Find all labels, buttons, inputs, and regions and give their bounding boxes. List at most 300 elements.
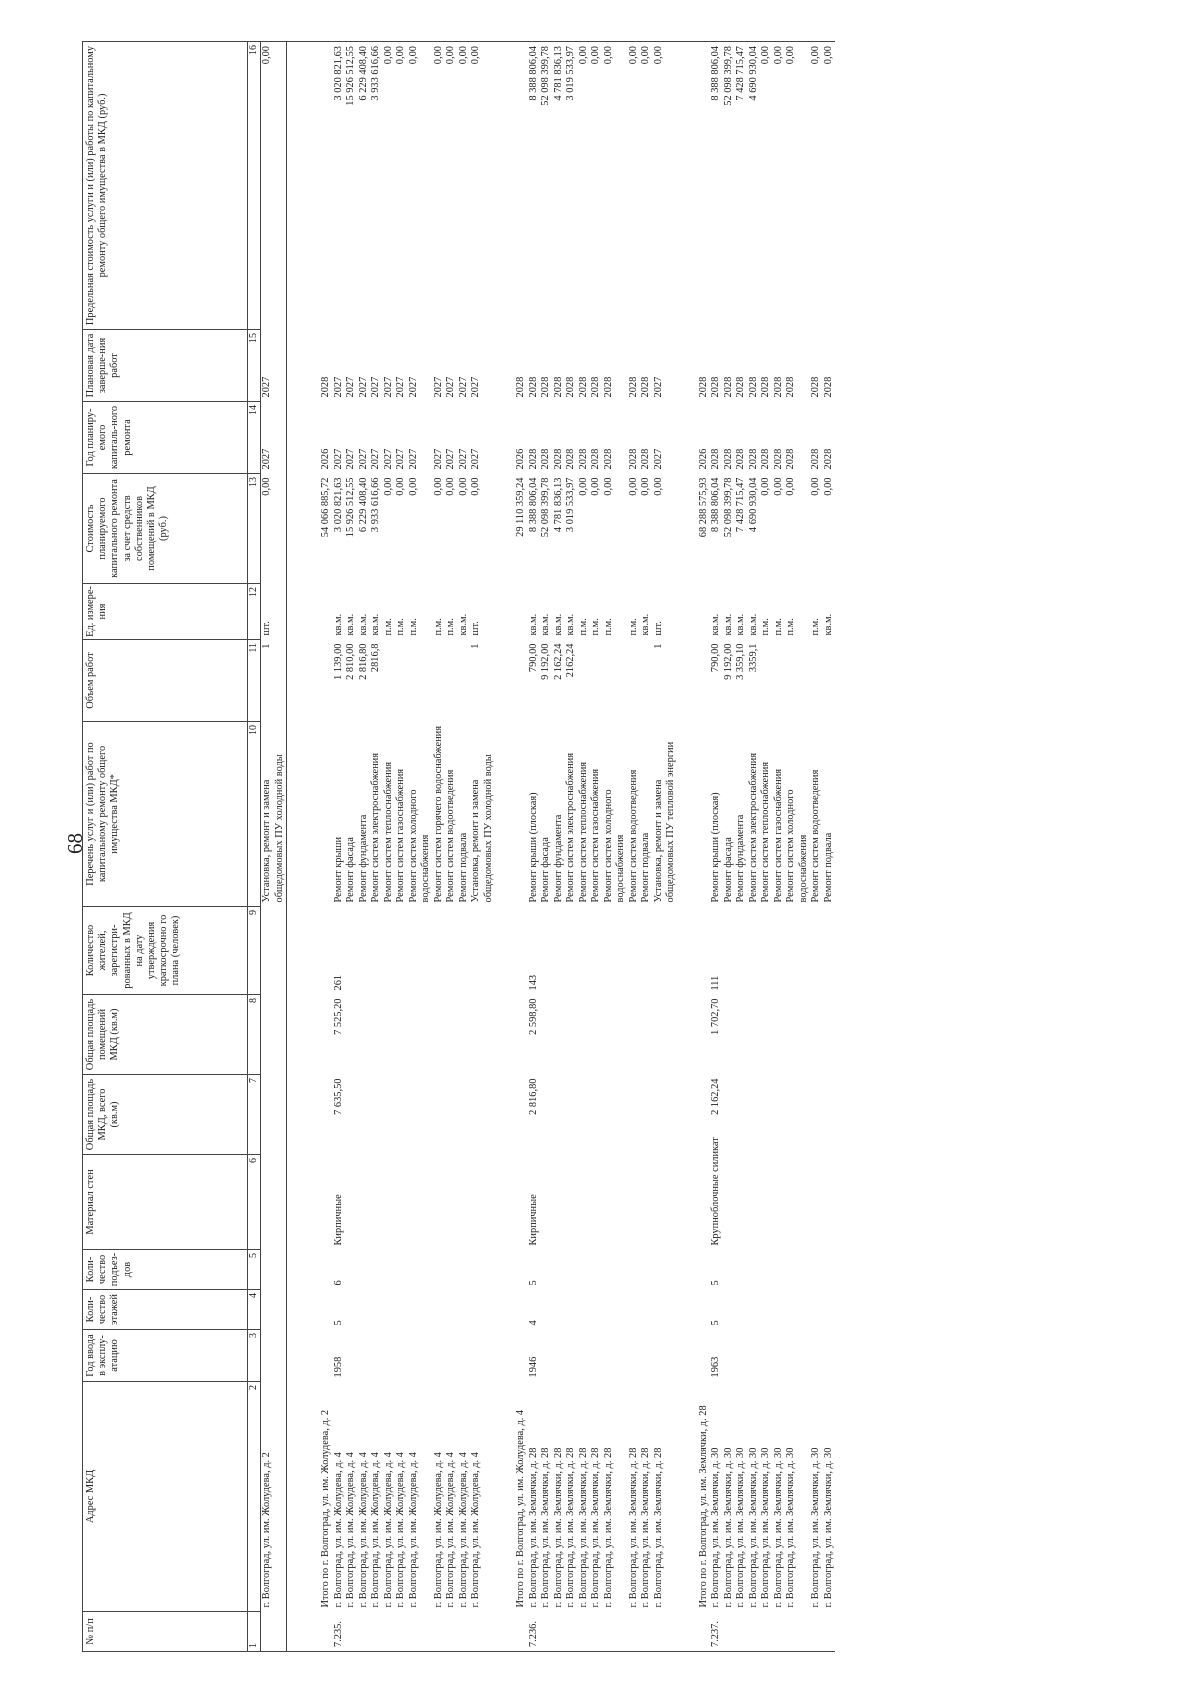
- max-cost-cell: 4 690 930,04: [748, 42, 761, 330]
- header-cell: Количество жителей, зарегистри-рованных в МКД на дату утверждения краткосрочно го плана (человек): [83, 907, 248, 995]
- cost-cell: 0,00: [822, 477, 834, 496]
- total-area-cell: [823, 1075, 836, 1155]
- repair-year-cell: 2028: [565, 448, 576, 470]
- volume-cell: [678, 640, 711, 722]
- work-type-cell: Ремонт систем электроснабжения: [370, 753, 381, 903]
- unit-cell: кв.м.: [457, 613, 469, 636]
- table-row: [723, 42, 736, 1652]
- table-row: [470, 42, 495, 1652]
- repair-year-cell: 2027: [445, 448, 456, 470]
- entrances-cell: [458, 1250, 471, 1290]
- wall-material-cell: [628, 1155, 641, 1250]
- row-number: [540, 1612, 553, 1652]
- table-row: [433, 42, 446, 1652]
- volume-cell: 9 192,00: [722, 643, 734, 680]
- total-area-cell: [653, 1075, 678, 1155]
- row-number: [370, 1612, 383, 1652]
- table-row: [578, 42, 591, 1652]
- completion-year-cell: 2027: [332, 376, 344, 398]
- cost-cell: 29 110 359,24: [515, 477, 526, 537]
- completion-year-cell: 2028: [640, 376, 651, 398]
- row-number: [773, 1612, 786, 1652]
- entrances-cell: [358, 1250, 371, 1290]
- work-type-cell: Ремонт систем электроснабжения: [747, 753, 759, 903]
- repair-year-cell: 2028: [527, 448, 539, 470]
- floors-cell: [540, 1290, 553, 1330]
- total-area-cell: [628, 1075, 641, 1155]
- work-type-cell: Ремонт систем водоотведения: [627, 769, 639, 903]
- completion-year-cell: 2027: [345, 376, 356, 398]
- repair-year-cell: 2028: [577, 448, 589, 470]
- wall-material-cell: [810, 1155, 823, 1250]
- total-area-cell: [383, 1075, 396, 1155]
- repair-year-cell: 2026: [515, 448, 526, 470]
- unit-cell: [495, 584, 528, 640]
- cost-cell: 4 690 930,04: [747, 477, 759, 533]
- row-number: [785, 1612, 810, 1652]
- volume-cell: [287, 640, 301, 722]
- total-area-cell: [578, 1075, 591, 1155]
- column-number: 6: [248, 1155, 261, 1250]
- premises-area-cell: [640, 995, 653, 1075]
- floors-cell: 5: [332, 1320, 344, 1326]
- residents-cell: [408, 907, 433, 995]
- table-row: [408, 42, 433, 1652]
- row-number: [748, 1612, 761, 1652]
- table-row: [345, 42, 358, 1652]
- max-cost-cell: 3 020 821,63: [333, 42, 346, 330]
- premises-area-cell: [823, 995, 836, 1075]
- cost-cell: 0,00: [382, 477, 394, 496]
- table-row: [540, 42, 553, 1652]
- floors-cell: [458, 1290, 471, 1330]
- row-number: 7.237.: [710, 1612, 723, 1652]
- entrances-cell: 5: [527, 1280, 539, 1286]
- entrances-cell: [823, 1250, 836, 1290]
- unit-cell: кв.м.: [345, 613, 356, 636]
- residents-cell: [773, 907, 786, 995]
- volume-cell: [640, 640, 653, 722]
- total-area-cell: [785, 1075, 810, 1155]
- wall-material-cell: [287, 1155, 301, 1250]
- repair-year-cell: [287, 402, 301, 474]
- work-type-cell: Ремонт систем теплоснабжения: [760, 761, 771, 903]
- floors-cell: [773, 1290, 786, 1330]
- premises-area-cell: [723, 995, 736, 1075]
- repair-year-cell: 2027: [345, 448, 356, 470]
- repair-year-cell: 2028: [602, 448, 614, 470]
- year-cell: [823, 1330, 836, 1382]
- volume-cell: [578, 640, 591, 722]
- work-type-cell: Установка, ремонт и замена общедомовых ПУ холодной воды: [261, 722, 287, 907]
- address-cell: г. Волгоград, ул. им. Землячки, д. 28: [540, 1447, 551, 1608]
- entrances-cell: [578, 1250, 591, 1290]
- wall-material-cell: [748, 1155, 761, 1250]
- residents-cell: [358, 907, 371, 995]
- wall-material-cell: [433, 1155, 446, 1250]
- repair-year-cell: 2027: [395, 448, 406, 470]
- header-cell: Материал стен: [83, 1155, 248, 1250]
- cost-cell: 3 019 533,97: [565, 477, 576, 533]
- header-cell: Общая площадь МКД, всего (кв.м): [83, 1075, 248, 1155]
- unit-cell: кв.м.: [710, 613, 721, 636]
- cost-cell: 0,00: [627, 477, 639, 496]
- entrances-cell: [565, 1250, 578, 1290]
- column-number: 12: [248, 584, 261, 640]
- max-cost-cell: 0,00: [433, 42, 446, 330]
- work-type-cell: [287, 722, 301, 907]
- premises-area-cell: [433, 995, 446, 1075]
- total-area-cell: [590, 1075, 603, 1155]
- max-cost-cell: 0,00: [628, 42, 641, 330]
- residents-cell: [565, 907, 578, 995]
- cost-cell: 0,00: [602, 477, 614, 496]
- wall-material-cell: [590, 1155, 603, 1250]
- year-cell: [603, 1330, 628, 1382]
- year-cell: 1963: [710, 1356, 721, 1378]
- residents-cell: [470, 907, 495, 995]
- table-row: [553, 42, 566, 1652]
- floors-cell: [470, 1290, 495, 1330]
- cost-cell: 7 428 715,47: [735, 477, 746, 533]
- row-number: [760, 1612, 773, 1652]
- volume-cell: 2 810,00: [345, 643, 356, 680]
- cost-cell: [287, 474, 301, 584]
- floors-cell: [590, 1290, 603, 1330]
- table-row: [810, 42, 823, 1652]
- unit-cell: кв.м.: [822, 613, 834, 636]
- address-cell: г. Волгоград, ул. им. Землячки, д. 30: [747, 1447, 759, 1608]
- header-cell: Предельная стоимость услуги и (или) работы по капитальному ремонту общего имущества в МКД (руб.): [83, 42, 248, 330]
- volume-cell: [458, 640, 471, 722]
- table-row: [528, 42, 541, 1652]
- max-cost-cell: 0,00: [395, 42, 408, 330]
- table-row: [287, 42, 301, 1652]
- table-row: [300, 42, 333, 1652]
- unit-cell: кв.м.: [552, 613, 564, 636]
- year-cell: [810, 1330, 823, 1382]
- work-type-cell: Ремонт систем газоснабжения: [772, 768, 784, 903]
- address-cell: г. Волгоград, ул. им. Землячки, д. 28: [577, 1447, 589, 1608]
- volume-cell: [810, 640, 823, 722]
- work-type-cell: Ремонт систем холодного водоснабжения: [602, 789, 626, 903]
- cost-cell: 0,00: [457, 477, 469, 496]
- completion-year-cell: 2027: [457, 376, 469, 398]
- max-cost-cell: 7 428 715,47: [735, 42, 748, 330]
- table-row: [735, 42, 748, 1652]
- address-cell: г. Волгоград, ул. им. Жолудева, д. 4: [382, 1452, 394, 1608]
- address-cell: г. Волгоград, ул. им. Землячки, д. 28: [552, 1447, 564, 1608]
- volume-cell: [300, 640, 333, 722]
- max-cost-cell: [287, 42, 301, 330]
- table-row: [495, 42, 528, 1652]
- wall-material-cell: [300, 1155, 333, 1250]
- year-cell: [735, 1330, 748, 1382]
- volume-cell: 790,00: [710, 643, 721, 673]
- year-cell: 1958: [332, 1356, 344, 1378]
- table-row: [823, 42, 836, 1652]
- work-type-cell: Ремонт фасада: [540, 837, 551, 903]
- header-cell: Коли-чество подъез-дов: [83, 1250, 248, 1290]
- column-number: 7: [248, 1075, 261, 1155]
- work-type-cell: Ремонт фундамента: [357, 814, 369, 903]
- column-number: 5: [248, 1250, 261, 1290]
- year-cell: [640, 1330, 653, 1382]
- row-number: [723, 1612, 736, 1652]
- wall-material-cell: [370, 1155, 383, 1250]
- wall-material-cell: [735, 1155, 748, 1250]
- row-number: [408, 1612, 433, 1652]
- year-cell: [553, 1330, 566, 1382]
- header-cell: Общая площадь помещений МКД (кв.м): [83, 995, 248, 1075]
- total-area-cell: [540, 1075, 553, 1155]
- max-cost-cell: 3 933 616,66: [370, 42, 383, 330]
- entrances-cell: [678, 1250, 711, 1290]
- total-area-cell: [358, 1075, 371, 1155]
- entrances-cell: [495, 1250, 528, 1290]
- cost-cell: 0,00: [577, 477, 589, 496]
- unit-cell: п.м.: [407, 618, 419, 636]
- work-type-cell: Ремонт систем газоснабжения: [590, 768, 601, 903]
- completion-year-cell: 2027: [395, 376, 406, 398]
- premises-area-cell: [760, 995, 773, 1075]
- premises-area-cell: [287, 995, 301, 1075]
- table-row: [710, 42, 723, 1652]
- work-type-cell: Ремонт подвала: [457, 832, 469, 903]
- cost-cell: 3 933 616,66: [370, 477, 381, 533]
- volume-cell: 2162,24: [565, 643, 576, 678]
- work-type-cell: Ремонт подвала: [822, 832, 834, 903]
- header-row: [83, 42, 248, 1652]
- table-row: [395, 42, 408, 1652]
- completion-year-cell: 2028: [540, 376, 551, 398]
- volume-cell: [628, 640, 641, 722]
- premises-area-cell: 7 525,20: [332, 998, 344, 1035]
- work-type-cell: Установка, ремонт и замена общедомовых ПУ холодной воды: [470, 754, 494, 903]
- repair-year-cell: 2028: [822, 448, 834, 470]
- column-number: 11: [248, 640, 261, 722]
- floors-cell: [640, 1290, 653, 1330]
- table-row: [565, 42, 578, 1652]
- column-number: 16: [248, 42, 261, 330]
- premises-area-cell: [383, 995, 396, 1075]
- floors-cell: [823, 1290, 836, 1330]
- wall-material-cell: [470, 1155, 495, 1250]
- cost-cell: 0,00: [395, 477, 406, 496]
- unit-cell: [287, 584, 301, 640]
- total-area-cell: [470, 1075, 495, 1155]
- max-cost-cell: 15 926 512,55: [345, 42, 358, 330]
- wall-material-cell: [408, 1155, 433, 1250]
- entrances-cell: [553, 1250, 566, 1290]
- premises-area-cell: [395, 995, 408, 1075]
- repair-year-cell: 2028: [810, 448, 821, 470]
- total-area-cell: [565, 1075, 578, 1155]
- max-cost-cell: 0,00: [408, 42, 433, 330]
- floors-cell: [300, 1290, 333, 1330]
- year-cell: [653, 1330, 678, 1382]
- max-cost-cell: 0,00: [445, 42, 458, 330]
- year-cell: [458, 1330, 471, 1382]
- completion-year-cell: 2028: [785, 376, 796, 398]
- completion-year-cell: 2027: [357, 376, 369, 398]
- total-area-cell: [773, 1075, 786, 1155]
- address-cell: г. Волгоград, ул. им. Жолудева, д. 4: [445, 1452, 456, 1608]
- work-type-cell: Ремонт крыши: [332, 836, 344, 903]
- wall-material-cell: [785, 1155, 810, 1250]
- entrances-cell: [408, 1250, 433, 1290]
- completion-year-cell: 2028: [590, 376, 601, 398]
- premises-area-cell: [470, 995, 495, 1075]
- page-number: 68: [63, 833, 87, 854]
- row-number: 7.235.: [333, 1612, 346, 1652]
- floors-cell: [760, 1290, 773, 1330]
- premises-area-cell: [458, 995, 471, 1075]
- residents-cell: [370, 907, 383, 995]
- completion-year-cell: 2028: [822, 376, 834, 398]
- total-area-cell: [603, 1075, 628, 1155]
- capital-repair-table: [82, 41, 835, 1652]
- work-type-cell: Ремонт систем теплоснабжения: [577, 761, 589, 903]
- repair-year-cell: 2028: [735, 448, 746, 470]
- work-type-cell: Ремонт систем горячего водоснабжения: [432, 726, 444, 903]
- header-cell: Год ввода в эксплу-атацию: [83, 1330, 248, 1382]
- floors-cell: [408, 1290, 433, 1330]
- residents-cell: [395, 907, 408, 995]
- total-area-cell: [495, 1075, 528, 1155]
- address-cell: г. Волгоград, ул. им. Жолудева, д. 4: [470, 1452, 481, 1608]
- table-row: [358, 42, 371, 1652]
- unit-cell: шт.: [652, 621, 664, 636]
- completion-year-cell: 2028: [602, 376, 614, 398]
- max-cost-cell: 0,00: [261, 42, 287, 330]
- unit-cell: п.м.: [602, 618, 614, 636]
- floors-cell: [678, 1290, 711, 1330]
- cost-cell: 0,00: [760, 477, 771, 496]
- total-area-cell: [370, 1075, 383, 1155]
- total-area-cell: 2 816,80: [527, 1078, 539, 1115]
- unit-cell: кв.м.: [722, 613, 734, 636]
- floors-cell: [723, 1290, 736, 1330]
- entrances-cell: [628, 1250, 641, 1290]
- address-cell: г. Волгоград, ул. им. Землячки, д. 30: [735, 1447, 746, 1608]
- max-cost-cell: 0,00: [760, 42, 773, 330]
- cost-cell: 0,00: [772, 477, 784, 496]
- wall-material-cell: [640, 1155, 653, 1250]
- volume-cell: 790,00: [527, 643, 539, 673]
- address-cell: г. Волгоград, ул. им. Жолудева, д. 4: [432, 1452, 444, 1608]
- row-number: [823, 1612, 836, 1652]
- unit-cell: п.м.: [577, 618, 589, 636]
- year-cell: [408, 1330, 433, 1382]
- wall-material-cell: [653, 1155, 678, 1250]
- premises-area-cell: [261, 995, 287, 1075]
- floors-cell: [495, 1290, 528, 1330]
- completion-year-cell: 2028: [810, 376, 821, 398]
- volume-cell: 2816,8: [370, 643, 381, 673]
- row-number: [433, 1612, 446, 1652]
- entrances-cell: [383, 1250, 396, 1290]
- row-number: [553, 1612, 566, 1652]
- wall-material-cell: Крупноблочные силикат: [710, 1137, 721, 1246]
- address-cell: г. Волгоград, ул. им. Жолудева, д. 4: [395, 1452, 406, 1608]
- work-type-cell: Ремонт систем холодного водоснабжения: [785, 789, 809, 903]
- max-cost-cell: 0,00: [603, 42, 628, 330]
- total-area-cell: [553, 1075, 566, 1155]
- year-cell: [300, 1330, 333, 1382]
- column-number: 1: [248, 1612, 261, 1652]
- entrances-cell: [748, 1250, 761, 1290]
- repair-year-cell: 2027: [407, 448, 419, 470]
- column-number: 14: [248, 402, 261, 474]
- residents-cell: [345, 907, 358, 995]
- floors-cell: 4: [527, 1320, 539, 1326]
- column-number: 3: [248, 1330, 261, 1382]
- address-cell: г. Волгоград, ул. им. Жолудева, д. 4: [332, 1452, 344, 1608]
- cost-cell: 0,00: [432, 477, 444, 496]
- repair-year-cell: 2028: [627, 448, 639, 470]
- column-number: 4: [248, 1290, 261, 1330]
- entrances-cell: [300, 1250, 333, 1290]
- table-row: [445, 42, 458, 1652]
- address-cell: г. Волгоград, ул. им. Жолудева, д. 4: [345, 1452, 356, 1608]
- completion-year-cell: 2028: [747, 376, 759, 398]
- header-cell: Перечень услуг и (или) работ по капитальному ремонту общего имущества МКД*: [83, 722, 248, 907]
- total-area-cell: 7 635,50: [332, 1078, 344, 1115]
- repair-year-cell: 2028: [552, 448, 564, 470]
- entrances-cell: [395, 1250, 408, 1290]
- cost-cell: 0,00: [445, 477, 456, 496]
- unit-cell: п.м.: [382, 618, 394, 636]
- header-cell: Ед. измере-ния: [83, 584, 248, 640]
- total-area-cell: 2 162,24: [710, 1078, 721, 1115]
- entrances-cell: [640, 1250, 653, 1290]
- address-cell: Итого по г. Волгоград, ул. им. Жолудева, д. 2: [320, 1409, 331, 1608]
- column-number: 13: [248, 474, 261, 584]
- table-row: [370, 42, 383, 1652]
- volume-cell: [773, 640, 786, 722]
- premises-area-cell: [540, 995, 553, 1075]
- work-type-cell: Ремонт фундамента: [735, 814, 746, 903]
- repair-year-cell: 2028: [710, 448, 721, 470]
- max-cost-cell: 0,00: [810, 42, 823, 330]
- completion-year-cell: 2028: [515, 376, 526, 398]
- unit-cell: [678, 584, 711, 640]
- volume-cell: 3359,1: [747, 643, 759, 673]
- work-type-cell: Ремонт фасада: [722, 837, 734, 903]
- unit-cell: шт.: [261, 584, 287, 640]
- floors-cell: [578, 1290, 591, 1330]
- residents-cell: [735, 907, 748, 995]
- residents-cell: [590, 907, 603, 995]
- volume-cell: [785, 640, 810, 722]
- table-row: [773, 42, 786, 1652]
- total-area-cell: [433, 1075, 446, 1155]
- completion-year-cell: 2027: [407, 376, 419, 398]
- address-cell: Итого по г. Волгоград, ул. им. Жолудева, д. 4: [515, 1409, 526, 1608]
- wall-material-cell: [678, 1155, 711, 1250]
- completion-year-cell: 2028: [697, 376, 709, 398]
- max-cost-cell: 0,00: [785, 42, 810, 330]
- row-number: [653, 1612, 678, 1652]
- cost-cell: 4 781 836,13: [552, 477, 564, 533]
- premises-area-cell: [300, 995, 333, 1075]
- total-area-cell: [300, 1075, 333, 1155]
- repair-year-cell: 2027: [332, 448, 344, 470]
- max-cost-cell: 0,00: [653, 42, 678, 330]
- floors-cell: [433, 1290, 446, 1330]
- max-cost-cell: [300, 42, 333, 330]
